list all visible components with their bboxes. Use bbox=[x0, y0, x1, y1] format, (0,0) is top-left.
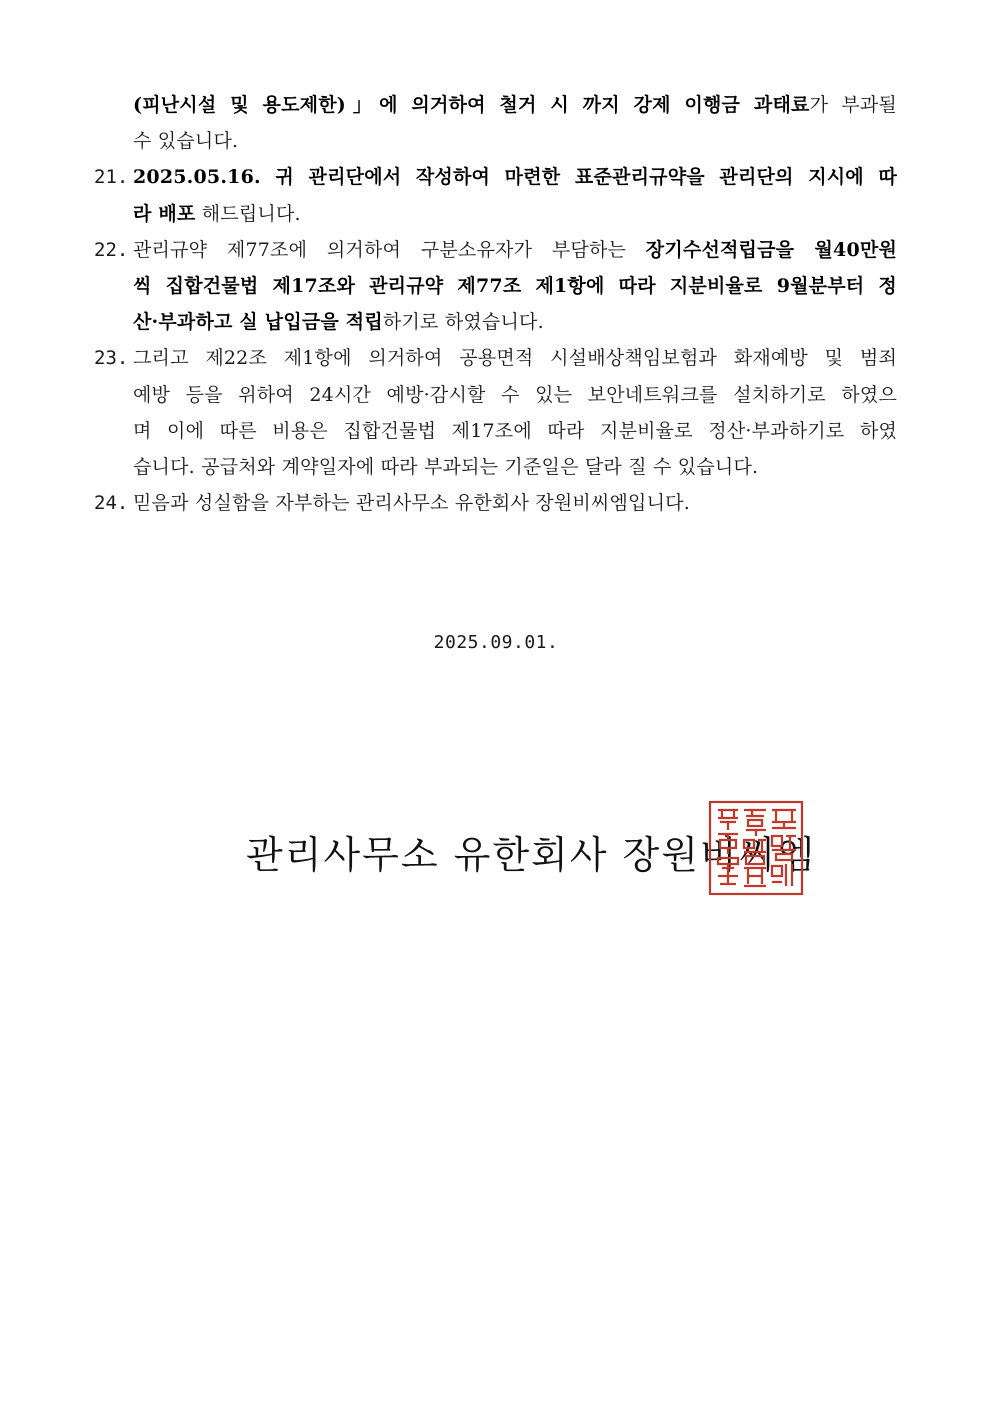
bold-text: 2025.05.16. 귀 관리단에서 작성하여 마련한 표준관리규약을 관리단의 지시에 따 bbox=[133, 166, 897, 189]
item-number: 23. bbox=[94, 347, 129, 370]
document-date: 2025.09.01. bbox=[433, 632, 559, 653]
paragraph-line bbox=[133, 454, 758, 481]
bold-text: 라 배포 bbox=[133, 202, 196, 225]
company-seal-stamp bbox=[708, 800, 804, 896]
paragraph-line bbox=[133, 164, 897, 191]
paragraph-line bbox=[133, 92, 897, 119]
paragraph-line bbox=[133, 418, 897, 445]
paragraph-line bbox=[133, 237, 897, 264]
bold-text: 씩 집합건물법 제17조와 관리규약 제77조 제1항에 따라 지분비율로 9월분부터 정 bbox=[133, 275, 897, 297]
text-segment: 수 있습니다. bbox=[133, 130, 239, 153]
item-number: 22. bbox=[94, 238, 129, 261]
text-segment: 가 부과될 bbox=[809, 94, 897, 116]
text-segment: 하기로 하였습니다. bbox=[382, 311, 544, 334]
paragraph-line bbox=[133, 201, 301, 228]
item-number: 24. bbox=[94, 492, 129, 515]
text-segment: 해드립니다. bbox=[195, 202, 301, 225]
text-segment: 믿음과 성실함을 자부하는 관리사무소 유한회사 장원비씨엠입니다. bbox=[133, 492, 690, 515]
bold-text: (피난시설 및 용도제한)」에 의거하여 철거 시 까지 강제 이행금 과태료 bbox=[133, 94, 810, 116]
bold-text: 장기수선적립금을 월40만원 bbox=[645, 238, 898, 261]
paragraph-line bbox=[133, 382, 897, 409]
text-segment: 그리고 제22조 제1항에 의거하여 공용면적 시설배상책임보험과 화재예방 및 범죄 bbox=[133, 347, 897, 370]
text-segment: 예방 등을 위하여 24시간 예방·감시할 수 있는 보안네트워크를 설치하기로 하였으 bbox=[133, 383, 897, 406]
bold-text: 산·부과하고 실 납입금을 적립 bbox=[133, 311, 383, 334]
item-number: 21. bbox=[94, 166, 129, 189]
paragraph-line bbox=[133, 490, 690, 517]
paragraph-line bbox=[133, 128, 238, 155]
paragraph-line bbox=[133, 309, 544, 336]
text-segment: 습니다. 공급처와 계약일자에 따라 부과되는 기준일은 달라 질 수 있습니다. bbox=[133, 456, 759, 478]
text-segment: 관리규약 제77조에 의거하여 구분소유자가 부담하는 bbox=[133, 238, 646, 261]
text-segment: 며 이에 따른 비용은 집합건물법 제17조에 따라 지분비율로 정산·부과하기로 하였 bbox=[133, 419, 897, 442]
paragraph-line bbox=[133, 273, 897, 300]
signature-line: 관리사무소 유한회사 장원비씨엠 bbox=[246, 833, 817, 877]
paragraph-line bbox=[133, 345, 897, 372]
